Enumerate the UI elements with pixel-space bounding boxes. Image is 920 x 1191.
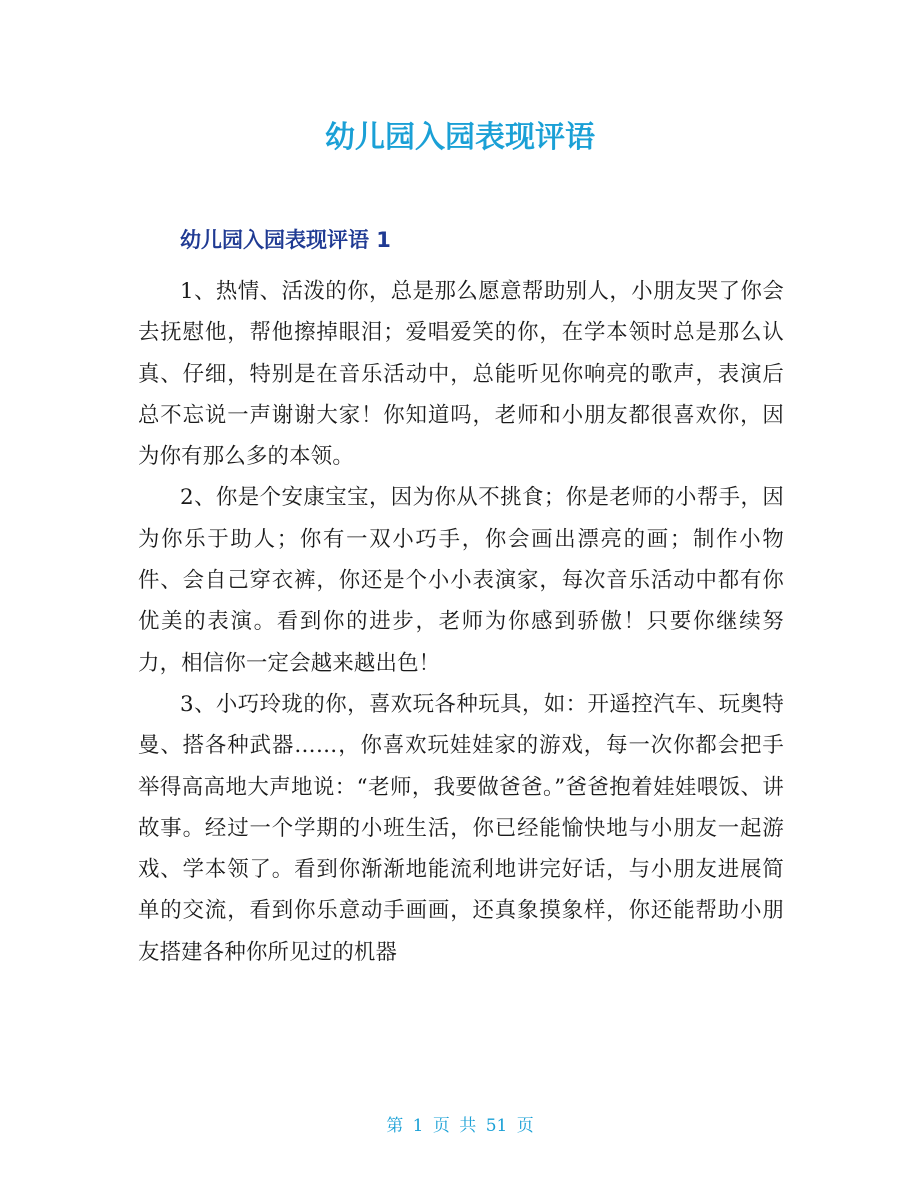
paragraph-3: 3、小巧玲珑的你，喜欢玩各种玩具，如：开遥控汽车、玩奥特曼、搭各种武器……，你喜欢玩娃娃家的游戏，每一次你都会把手举得高高地大声地说：“老师，我要做爸爸。”爸爸抱着娃娃喂饭、讲故事。经过一个学期的小班生活，你已经能愉快地与小朋友一起游戏、学本领了。看到你渐渐地能流利地讲完好话，与小朋友进展简单的交流，看到你乐意动手画画，还真象摸象样，你还能帮助小朋友搭建各种你所见过的机器 xyxy=(138,691,784,965)
document-body xyxy=(138,271,784,973)
section-heading: 幼儿园入园表现评语 1 xyxy=(180,228,391,252)
paragraph-1: 1、热情、活泼的你，总是那么愿意帮助别人，小朋友哭了你会去抚慰他，帮他擦掉眼泪；爱唱爱笑的你，在学本领时总是那么认真、仔细，特别是在音乐活动中，总能听见你响亮的歌声，表演后总不忘说一声谢谢大家！你知道吗，老师和小朋友都很喜欢你，因为你有那么多的本领。 xyxy=(138,279,784,470)
page-number-footer: 第 1 页 共 51 页 xyxy=(386,1116,534,1136)
paragraph-2: 2、你是个安康宝宝，因为你从不挑食；你是老师的小帮手，因为你乐于助人；你有一双小巧手，你会画出漂亮的画；制作小物件、会自己穿衣裤，你还是个小小表演家，每次音乐活动中都有你优美的表演。看到你的进步，老师为你感到骄傲！只要你继续努力，相信你一定会越来越出色！ xyxy=(138,485,784,676)
document-title: 幼儿园入园表现评语 xyxy=(325,120,595,155)
